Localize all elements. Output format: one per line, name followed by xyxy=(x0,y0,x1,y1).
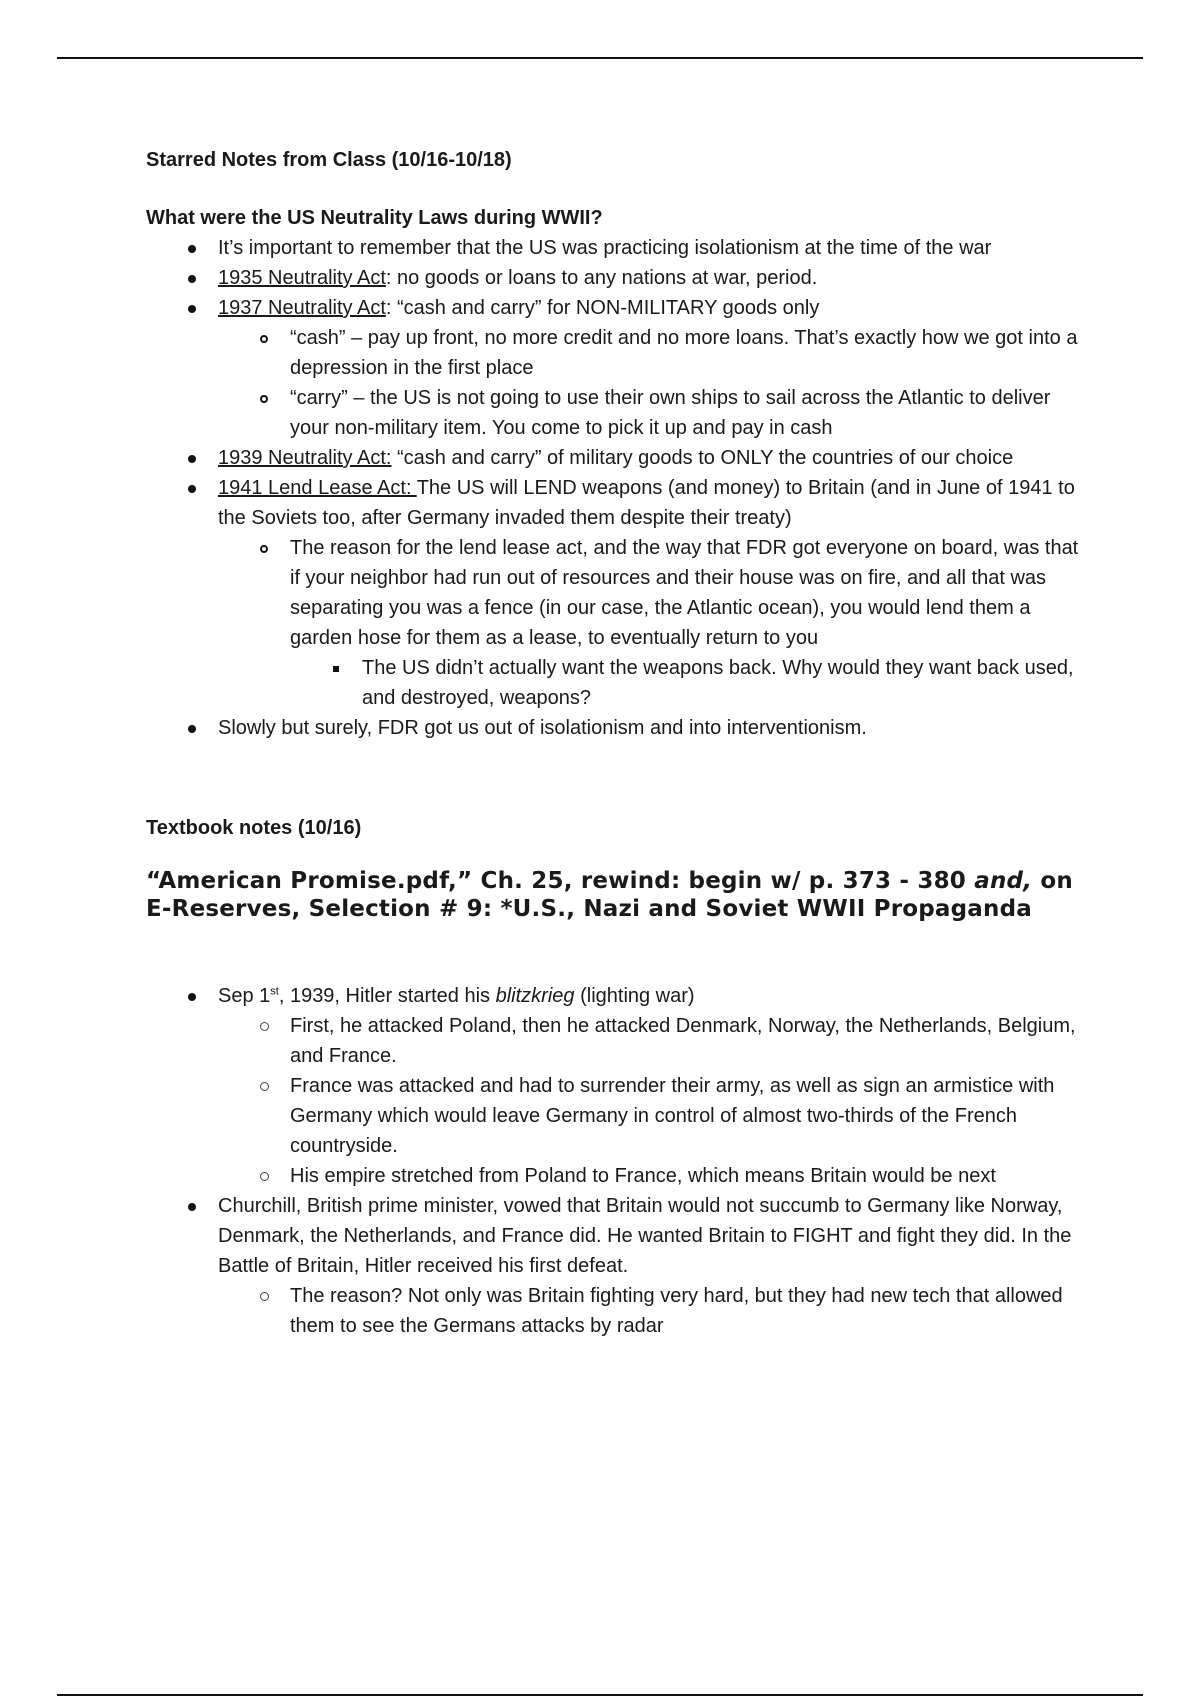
sub-list-item-text: France was attacked and had to surrender their army, as well as sign an armistice with Germany which would leave Germany in control of almost two-thirds of the French countryside. xyxy=(290,1075,1055,1157)
list-item xyxy=(146,981,1086,1191)
bullet-icon xyxy=(182,443,202,473)
sub-sub-list-item-text: The US didn’t actually want the weapons back. Why would they want back used, and destroyed, weapons? xyxy=(362,657,1074,709)
circle-bullet-icon xyxy=(254,1281,274,1311)
bullet-icon xyxy=(182,263,202,293)
italic-term: blitzkrieg xyxy=(495,985,575,1007)
section-title-textbook-notes: Textbook notes (10/16) xyxy=(146,817,362,839)
act-label: 1935 Neutrality Act xyxy=(218,267,386,289)
reading-assignment-heading xyxy=(146,867,1086,923)
bullet-icon xyxy=(182,981,202,1011)
sub-list-item-text: “cash” – pay up front, no more credit and no more loans. That’s exactly how we got into a depression in the first place xyxy=(290,327,1078,379)
list-item-text: It’s important to remember that the US was practicing isolationism at the time of the war xyxy=(218,237,992,259)
list-item xyxy=(146,1191,1086,1341)
bottom-rule xyxy=(57,1694,1143,1696)
sub-sub-list xyxy=(290,653,1086,713)
circle-bullet-icon xyxy=(254,1071,274,1101)
sub-list-item-text: The reason? Not only was Britain fighting very hard, but they had new tech that allowed them to see the Germans attacks by radar xyxy=(290,1285,1063,1337)
superscript: st xyxy=(270,985,279,998)
list-item-text: Churchill, British prime minister, vowed that Britain would not succumb to Germany like Norway, Denmark, the Netherlands, and France did. He wanted Britain to FIGHT and fight they did. In the Battle of Britain, Hitler received his first defeat. xyxy=(218,1195,1072,1277)
list-item xyxy=(146,443,1086,473)
list-item-text: (lighting war) xyxy=(574,985,695,1007)
bullet-icon xyxy=(182,1191,202,1221)
sub-list-item-text: “carry” – the US is not going to use their own ships to sail across the Atlantic to deliver your non-military item. You come to pick it up and pay in cash xyxy=(290,387,1051,439)
circle-bullet-icon xyxy=(254,1011,274,1041)
sub-list-item xyxy=(218,1011,1086,1071)
bullet-icon xyxy=(182,293,202,323)
sub-list xyxy=(218,1281,1086,1341)
sub-list-item-text: First, he attacked Poland, then he attacked Denmark, Norway, the Netherlands, Belgium, and France. xyxy=(290,1015,1076,1067)
sub-list-item-text: His empire stretched from Poland to France, which means Britain would be next xyxy=(290,1165,996,1187)
document-body xyxy=(146,145,1086,1341)
list-item-text: Slowly but surely, FDR got us out of isolationism and into interventionism. xyxy=(218,717,867,739)
top-rule xyxy=(57,57,1143,59)
sub-sub-list-item xyxy=(290,653,1086,713)
act-label: 1941 Lend Lease Act: xyxy=(218,477,417,499)
circle-bullet-icon xyxy=(254,383,274,413)
list-item xyxy=(146,713,1086,743)
act-label: 1939 Neutrality Act: xyxy=(218,447,392,469)
list-item-text: The US will LEND weapons (and money) to Britain (and in June of 1941 to the Soviets too, after Germany invaded them despite their treaty) xyxy=(218,477,1075,529)
question-heading: What were the US Neutrality Laws during WWII? xyxy=(146,207,603,229)
bullet-icon xyxy=(182,473,202,503)
list-item-text: Sep 1 xyxy=(218,985,271,1007)
square-bullet-icon xyxy=(326,653,346,683)
sub-list xyxy=(218,1011,1086,1191)
circle-bullet-icon xyxy=(254,1161,274,1191)
list-item-text: : no goods or loans to any nations at war, period. xyxy=(385,267,818,289)
textbook-notes-list xyxy=(146,981,1086,1341)
sub-list xyxy=(218,533,1086,713)
list-item xyxy=(146,263,1086,293)
sub-list-item xyxy=(218,1161,1086,1191)
sub-list-item xyxy=(218,323,1086,383)
sub-list-item xyxy=(218,383,1086,443)
sub-list xyxy=(218,323,1086,443)
sub-list-item xyxy=(218,1281,1086,1341)
sub-list-item-text: The reason for the lend lease act, and the way that FDR got everyone on board, was that if your neighbor had run out of resources and their house was on fire, and all that was separating you was a fence (in our case, the Atlantic ocean), you would lend them a garden hose for them as a lease, to eventually return to you xyxy=(290,537,1079,649)
bullet-icon xyxy=(182,713,202,743)
list-item xyxy=(146,293,1086,443)
reading-heading-part-a: “American Promise.pdf,” Ch. 25, rewind: begin w/ p. 373 - 380 xyxy=(146,868,975,894)
list-item xyxy=(146,233,1086,263)
section-title-starred-notes: Starred Notes from Class (10/16-10/18) xyxy=(146,149,512,171)
list-item-text: : “cash and carry” for NON-MILITARY goods only xyxy=(385,297,820,319)
sub-list-item xyxy=(218,533,1086,713)
reading-heading-part-b: on E-Reserves, Selection # 9: *U.S., Nazi and Soviet WWII Propaganda xyxy=(146,868,1073,922)
sub-list-item xyxy=(218,1071,1086,1161)
act-label: 1937 Neutrality Act xyxy=(218,297,386,319)
circle-bullet-icon xyxy=(254,323,274,353)
list-item xyxy=(146,473,1086,713)
list-item-text: “cash and carry” of military goods to ONLY the countries of our choice xyxy=(391,447,1014,469)
reading-heading-and: and, xyxy=(974,868,1033,894)
circle-bullet-icon xyxy=(254,533,274,563)
neutrality-list xyxy=(146,233,1086,743)
bullet-icon xyxy=(182,233,202,263)
list-item-text: , 1939, Hitler started his xyxy=(278,985,496,1007)
